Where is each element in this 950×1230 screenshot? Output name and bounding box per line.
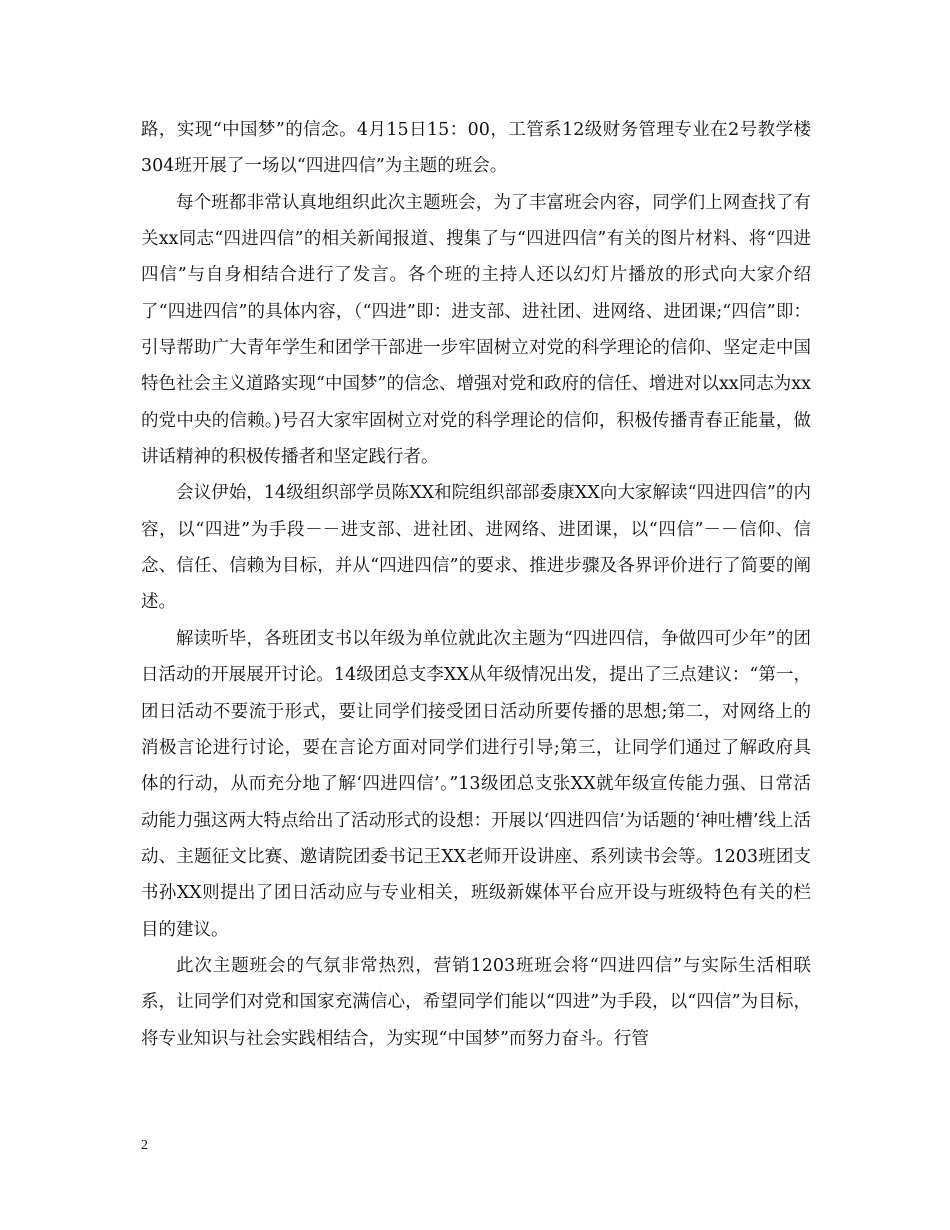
paragraph-4: 解读听毕，各班团支书以年级为单位就此次主题为“四进四信，争做四可少年”的团日活动的开展展开讨论。14级团总支李XX从年级情况出发，提出了三点建议：“第一，团日活动不要流于形式，要让同学们接受团日活动所要传播的思想;第二，对网络上的消极言论进行讨论，要在言论方面对同学们进行引导;第三，让同学们通过了解政府具体的行动，从而充分地了解‘四进四信’。”13级团总支张XX就年级宣传能力强、日常活动能力强这两大特点给出了活动形式的设想：开展以‘四进四信’为话题的‘神吐槽’线上活动、主题征文比赛、邀请院团委书记王XX老师开设讲座、系列读书会等。1203班团支书孙XX则提出了团日活动应与专业相关，班级新媒体平台应开设与班级特色有关的栏目的建议。 bbox=[141, 628, 811, 940]
page-number: 2 bbox=[141, 1138, 148, 1153]
paragraph-5: 此次主题班会的气氛非常热烈，营销1203班班会将“四进四信”与实际生活相联系，让同学们对党和国家充满信心，希望同学们能以“四进”为手段，以“四信”为目标，将专业知识与社会实践相结合，为实现“中国梦”而努力奋斗。行管 bbox=[141, 955, 811, 1049]
paragraph-3: 会议伊始，14级组织部学员陈XX和院组织部部委康XX向大家解读“四进四信”的内容，以“四进”为手段－－进支部、进社团、进网络、进团课，以“四信”－－信仰、信念、信任、信赖为目标，并从“四进四信”的要求、推进步骤及各界评价进行了简要的阐述。 bbox=[141, 483, 811, 613]
document-body bbox=[141, 112, 811, 1057]
paragraph-2: 每个班都非常认真地组织此次主题班会，为了丰富班会内容，同学们上网查找了有关xx同志“四进四信”的相关新闻报道、搜集了与“四进四信”有关的图片材料、将“四进四信”与自身相结合进行了发言。各个班的主持人还以幻灯片播放的形式向大家介绍了“四进四信”的具体内容，（“四进”即：进支部、进社团、进网络、进团课;“四信”即：引导帮助广大青年学生和团学干部进一步牢固树立对党的科学理论的信仰、坚定走中国特色社会主义道路实现“中国梦”的信念、增强对党和政府的信任、增进对以xx同志为xx的党中央的信赖。)号召大家牢固树立对党的科学理论的信仰，积极传播青春正能量，做讲话精神的积极传播者和坚定践行者。 bbox=[141, 192, 811, 468]
paragraph-1-continuation: 路，实现“中国梦”的信念。4月15日15：00，工管系12级财务管理专业在2号教学楼304班开展了一场以“四进四信”为主题的班会。 bbox=[141, 120, 811, 177]
